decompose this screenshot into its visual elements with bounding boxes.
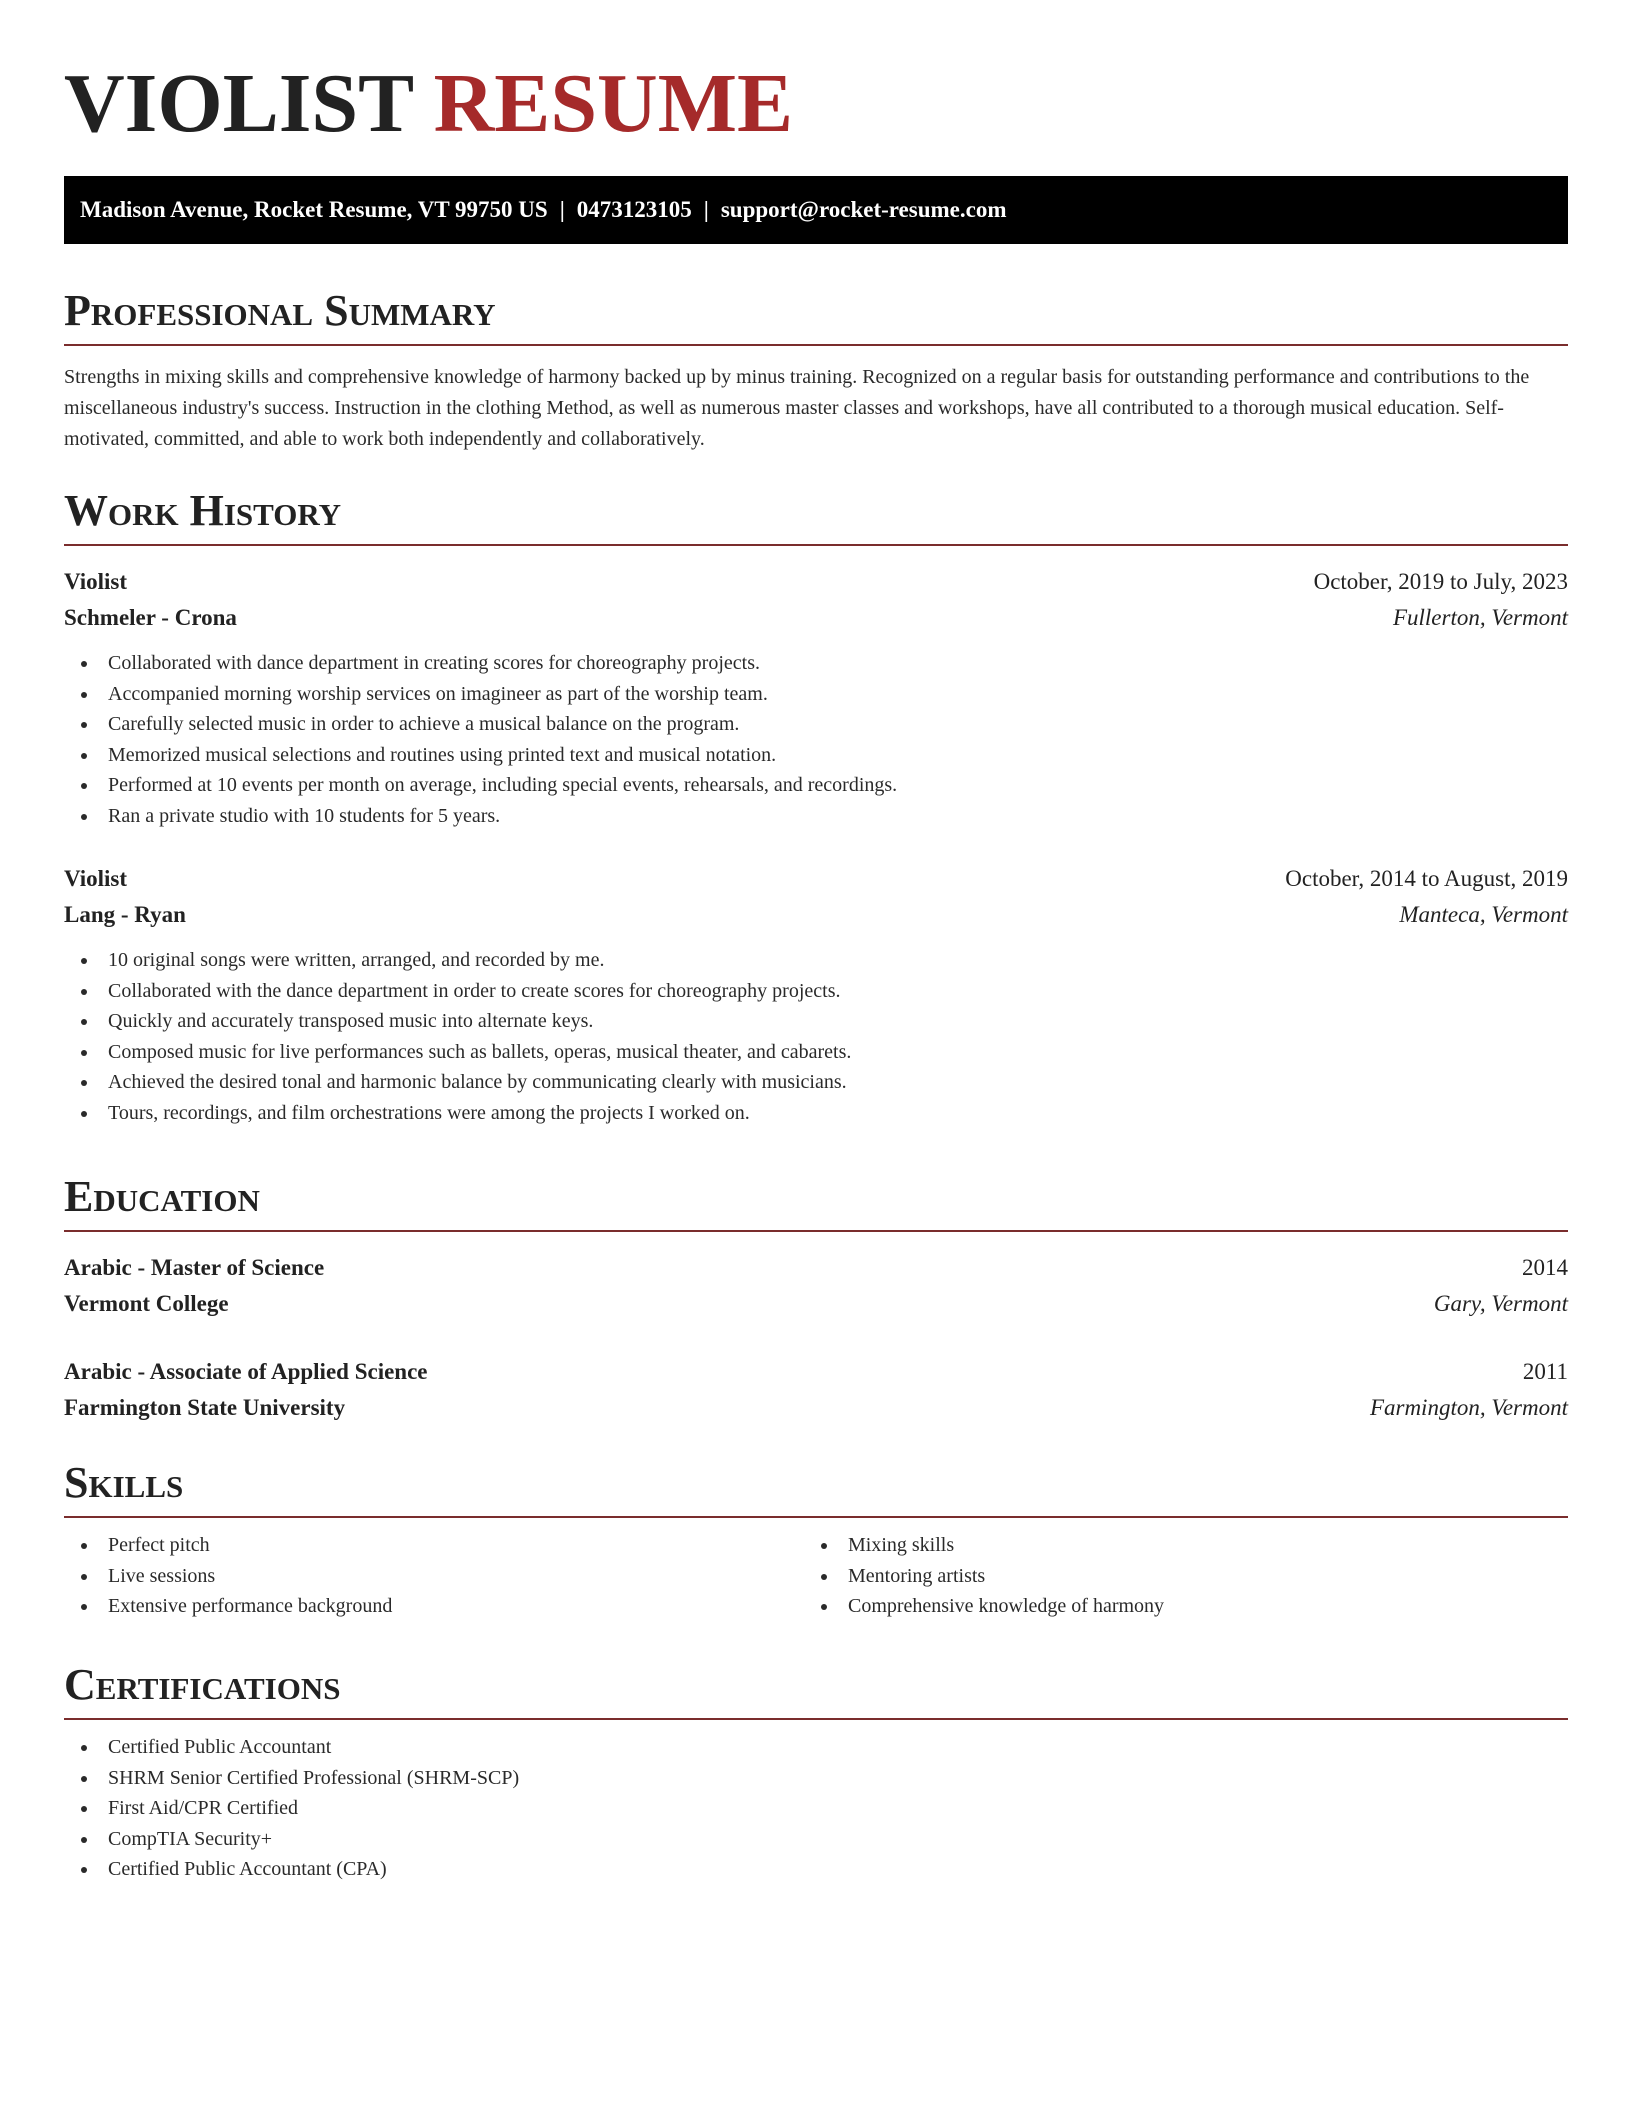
bullet-text: Composed music for live performances such as ballets, operas, musical theater, and cabarets. <box>108 1040 852 1063</box>
education-degree: Arabic - Master of Science <box>64 1255 325 1280</box>
education-location: Gary, Vermont <box>1433 1291 1568 1316</box>
bullet-icon <box>81 1111 87 1117</box>
contact-address: Madison Avenue, Rocket Resume, VT 99750 US <box>80 197 548 222</box>
job-bullets <box>64 945 1568 1128</box>
bullet-icon <box>81 661 87 667</box>
bullet-icon <box>821 1574 827 1580</box>
job-location: Manteca, Vermont <box>1399 902 1568 927</box>
education-divider <box>64 1230 1568 1232</box>
skills-divider <box>64 1516 1568 1518</box>
bullet-icon <box>81 692 87 698</box>
job-company: Schmeler - Crona <box>64 605 237 630</box>
job-bullets <box>64 648 1568 831</box>
job-title: Violist <box>64 866 128 891</box>
title-accent: RESUME <box>433 57 794 150</box>
skill-text: Comprehensive knowledge of harmony <box>848 1595 1165 1617</box>
bullet-icon <box>81 1050 87 1056</box>
job-dates: October, 2014 to August, 2019 <box>1285 866 1568 891</box>
skill-text: Live sessions <box>108 1564 216 1587</box>
contact-separator: | <box>703 197 709 222</box>
summary-heading: Professional Summary <box>64 286 496 335</box>
summary-text: Strengths in mixing skills and comprehensive knowledge of harmony backed up by minus training. Recognized on a regular basis for outstanding performance and contributions to the miscellaneous industry's success. Instruction in the clothing Method, as well as numerous master classes and workshops, have all contributed to a thorough musical education. Self-motivated, committed, and able to work both independently and collaboratively. <box>64 366 1530 450</box>
bullet-text: Performed at 10 events per month on average, including special events, rehearsals, and recordings. <box>108 774 898 796</box>
job-header-row <box>64 564 1568 600</box>
education-year: 2011 <box>1522 1359 1568 1384</box>
skill-text: Mixing skills <box>848 1534 955 1556</box>
skills-right-list <box>804 1530 1544 1622</box>
list-item <box>64 770 1568 801</box>
bullet-icon <box>81 1776 87 1782</box>
contact-phone[interactable]: 0473123105 <box>576 197 692 222</box>
education-degree: Arabic - Associate of Applied Science <box>64 1359 428 1384</box>
list-item <box>64 1763 1568 1794</box>
bullet-text: Carefully selected music in order to achieve a musical balance on the program. <box>108 713 740 735</box>
education-school-row <box>64 1390 1568 1426</box>
list-item <box>64 1591 804 1622</box>
job-location: Fullerton, Vermont <box>1392 605 1568 630</box>
list-item <box>64 709 1568 740</box>
education-degree-row <box>64 1354 1568 1390</box>
certifications-list <box>64 1732 1568 1885</box>
bullet-text: Achieved the desired tonal and harmonic balance by communicating clearly with musicians. <box>108 1071 847 1093</box>
job-dates: October, 2019 to July, 2023 <box>1313 569 1568 594</box>
bullet-icon <box>81 814 87 820</box>
certification-text: First Aid/CPR Certified <box>108 1797 299 1819</box>
list-item <box>64 740 1568 771</box>
summary-section <box>64 286 1568 455</box>
contact-email[interactable]: support@rocket-resume.com <box>720 197 1007 222</box>
list-item <box>64 1732 1568 1763</box>
bullet-icon <box>81 989 87 995</box>
education-school-row <box>64 1286 1568 1322</box>
certification-text: CompTIA Security+ <box>108 1827 273 1850</box>
bullet-icon <box>81 958 87 964</box>
skill-text: Extensive performance background <box>108 1595 393 1617</box>
contact-bar <box>64 176 1568 244</box>
resume-page <box>64 0 1568 1880</box>
bullet-icon <box>821 1543 827 1549</box>
list-item <box>804 1561 1544 1592</box>
list-item <box>64 976 1568 1007</box>
contact-separator: | <box>559 197 565 222</box>
job-company-row <box>64 897 1568 933</box>
certifications-section <box>64 1660 1568 1885</box>
bullet-icon <box>81 1604 87 1610</box>
skills-heading: Skills <box>64 1458 184 1507</box>
education-entry <box>64 1354 1568 1426</box>
list-item <box>64 648 1568 679</box>
education-heading: Education <box>64 1172 260 1221</box>
education-degree-row <box>64 1250 1568 1286</box>
bullet-icon <box>81 1080 87 1086</box>
bullet-text: Quickly and accurately transposed music into alternate keys. <box>108 1010 594 1032</box>
education-section <box>64 1172 1568 1426</box>
education-school: Vermont College <box>64 1291 229 1316</box>
list-item <box>804 1591 1544 1622</box>
education-school: Farmington State University <box>64 1395 346 1420</box>
list-item <box>64 1530 804 1561</box>
skill-text: Mentoring artists <box>848 1564 986 1587</box>
bullet-icon <box>81 753 87 759</box>
job-company-row <box>64 600 1568 636</box>
skills-left-list <box>64 1530 804 1622</box>
list-item <box>64 679 1568 710</box>
education-location: Farmington, Vermont <box>1369 1395 1568 1420</box>
certifications-divider <box>64 1718 1568 1720</box>
job-entry <box>64 564 1568 831</box>
title-main: VIOLIST <box>64 57 413 150</box>
bullet-text: Tours, recordings, and film orchestrations were among the projects I worked on. <box>108 1101 750 1124</box>
education-entry <box>64 1250 1568 1322</box>
certification-text: Certified Public Accountant (CPA) <box>108 1858 387 1880</box>
bullet-icon <box>81 1867 87 1873</box>
list-item <box>64 1037 1568 1068</box>
job-entry <box>64 861 1568 1128</box>
bullet-icon <box>81 1543 87 1549</box>
bullet-icon <box>81 722 87 728</box>
job-title: Violist <box>64 569 128 594</box>
work-history-section <box>64 486 1568 1128</box>
list-item <box>64 1793 1568 1824</box>
education-year: 2014 <box>1522 1255 1568 1280</box>
certifications-heading: Certifications <box>64 1660 341 1709</box>
bullet-icon <box>81 1574 87 1580</box>
list-item <box>64 945 1568 976</box>
list-item <box>64 1098 1568 1129</box>
skills-columns <box>64 1530 1568 1622</box>
resume-title <box>64 0 1568 150</box>
bullet-icon <box>81 1806 87 1812</box>
bullet-icon <box>81 783 87 789</box>
bullet-text: Accompanied morning worship services on imagineer as part of the worship team. <box>108 682 768 705</box>
bullet-text: Ran a private studio with 10 students for 5 years. <box>108 804 501 827</box>
job-header-row <box>64 861 1568 897</box>
job-company: Lang - Ryan <box>64 902 186 927</box>
certification-text: Certified Public Accountant <box>108 1736 332 1758</box>
bullet-text: Collaborated with the dance department in order to create scores for choreography projects. <box>108 979 841 1002</box>
list-item <box>64 1006 1568 1037</box>
list-item <box>804 1530 1544 1561</box>
bullet-icon <box>81 1019 87 1025</box>
list-item <box>64 1561 804 1592</box>
skill-text: Perfect pitch <box>108 1534 210 1556</box>
list-item <box>64 1824 1568 1855</box>
list-item <box>64 1854 1568 1885</box>
bullet-text: Collaborated with dance department in creating scores for choreography projects. <box>108 652 760 674</box>
bullet-text: 10 original songs were written, arranged, and recorded by me. <box>108 949 605 971</box>
bullet-icon <box>81 1837 87 1843</box>
work-history-divider <box>64 544 1568 546</box>
certification-text: SHRM Senior Certified Professional (SHRM-SCP) <box>108 1766 520 1789</box>
list-item <box>64 801 1568 832</box>
skills-section <box>64 1458 1568 1622</box>
bullet-icon <box>821 1604 827 1610</box>
bullet-text: Memorized musical selections and routines using printed text and musical notation. <box>108 743 777 766</box>
list-item <box>64 1067 1568 1098</box>
work-history-heading: Work History <box>64 486 342 535</box>
bullet-icon <box>81 1745 87 1751</box>
summary-divider <box>64 344 1568 346</box>
